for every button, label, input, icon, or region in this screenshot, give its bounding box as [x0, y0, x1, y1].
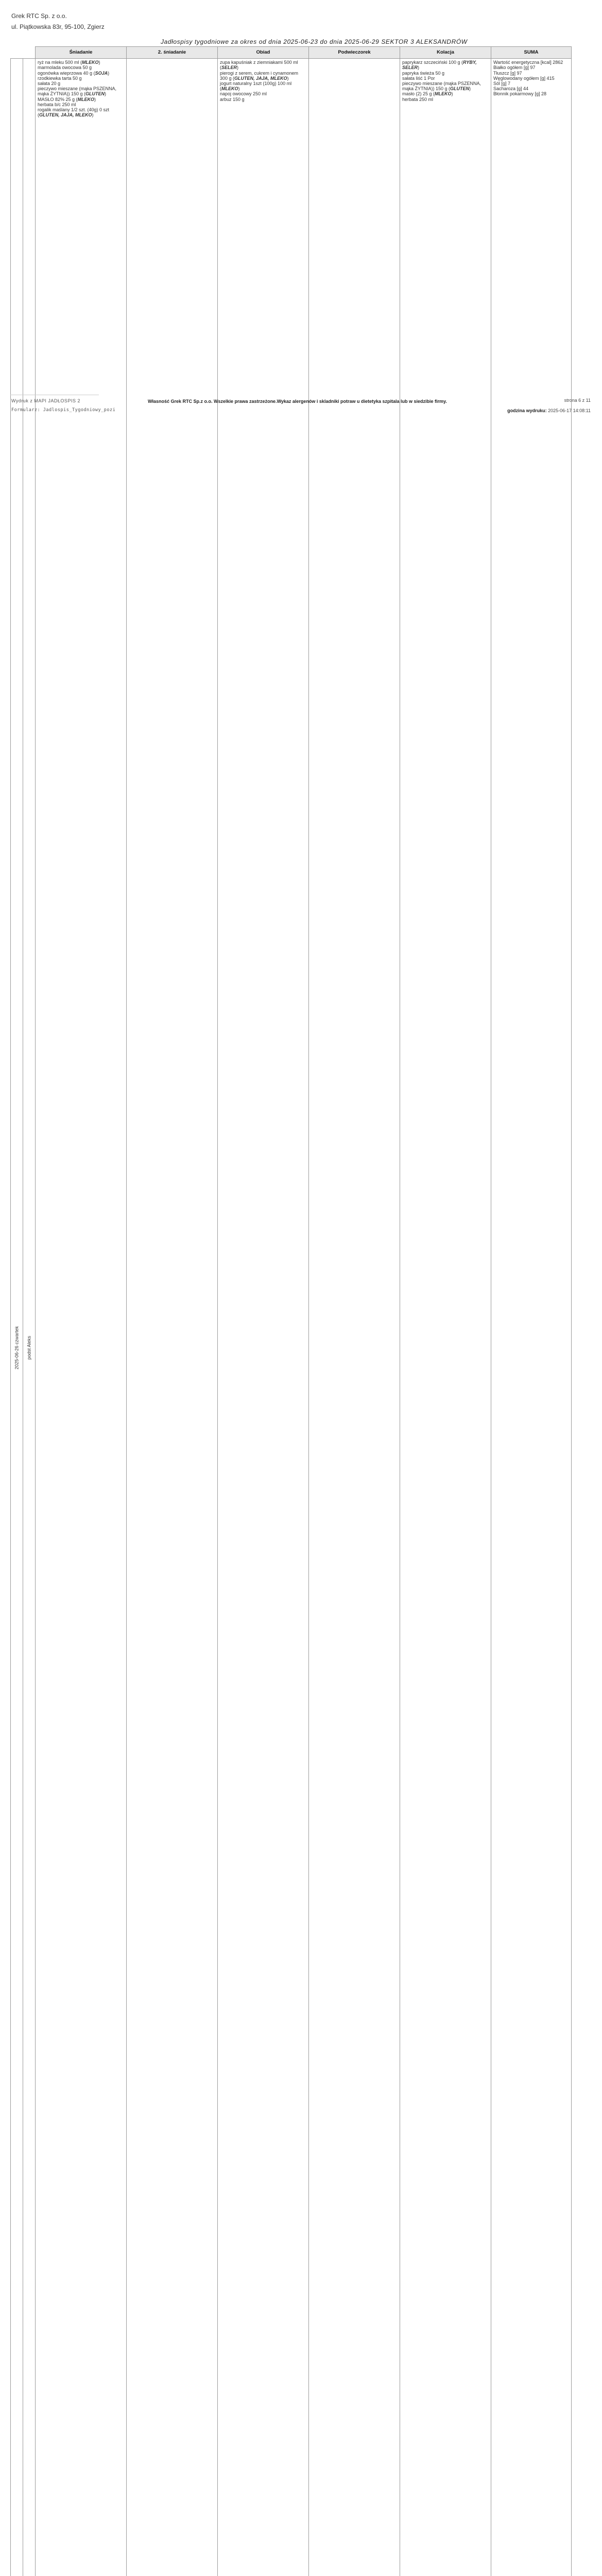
footer-form-name: Formularz: Jadlospis_Tygodniowy_pozi — [11, 408, 116, 413]
meal-line: papryka świeża 50 g — [402, 70, 445, 76]
meal-line: marmolada owocowa 50 g — [38, 65, 92, 71]
meal-line: pieczywo mieszane (mąka PSZENNA, — [38, 86, 117, 92]
meal-cell-2-sniadanie — [127, 59, 218, 2576]
column-header-sniadanie: Śniadanie — [36, 47, 127, 59]
column-header-2-sniadanie: 2. śniadanie — [127, 47, 218, 59]
meal-line: mąka ŻYTNIA)) 150 g (GLUTEN) — [402, 86, 471, 92]
meal-cell-kolacja — [400, 59, 491, 2576]
company-address: ul. Piątkowska 83r, 95-100, Zgierz — [11, 23, 105, 30]
meal-line: MASŁO 82% 25 g (MLEKO) — [38, 96, 96, 102]
column-header-row — [11, 47, 572, 59]
nutrition-line: Białko ogółem [g] 97 — [493, 65, 536, 71]
meal-line: arbuz 150 g — [220, 96, 245, 102]
meal-line: (SELER) — [220, 65, 239, 71]
nutrition-line: Sól [g] 7 — [493, 81, 511, 87]
meal-line: rzodkiewka tarta 50 g — [38, 75, 82, 81]
meal-line: zupa kapuśniak z ziemniakami 500 ml — [220, 60, 298, 65]
date-label: 2025-06-26 czwartek — [14, 1326, 20, 1370]
column-header-kolacja: Kolacja — [400, 47, 491, 59]
meal-cell-suma — [491, 59, 572, 2576]
meal-line: mąka ŻYTNIA)) 150 g (GLUTEN) — [38, 91, 107, 97]
meal-line: sałata liść 1 Por — [402, 75, 435, 81]
page-title: Jadłospisy tygodniowe za okres od dnia 2025-06-23 do dnia 2025-06-29 SEKTOR 3 ALEKSANDRÓW — [161, 38, 468, 45]
meal-line: ryż na mleku 500 ml (MLEKO) — [38, 60, 100, 65]
footer-printout-source: Wydruk z MAPI JADŁOSPIS 2 — [11, 398, 80, 403]
meal-line: paprykarz szczeciński 100 g (RYBY, — [402, 60, 477, 65]
nutrition-line: Węglowodany ogółem [g] 415 — [493, 75, 555, 81]
column-header-obiad: Obiad — [218, 47, 309, 59]
meal-line: masło (2) 25 g (MLEKO) — [402, 91, 453, 97]
footer-print-time-label: godzina wydruku: — [507, 408, 547, 413]
date-cell — [11, 59, 23, 2576]
nutrition-line: Tłuszcz [g] 97 — [493, 70, 522, 76]
meal-line: herbata 250 ml — [402, 96, 434, 102]
nutrition-line: Błonnik pokarmowy [g] 28 — [493, 91, 547, 97]
column-header-suma: SUMA — [491, 47, 572, 59]
meal-line: napoj owocowy 250 ml — [220, 91, 267, 97]
meal-line: (MLEKO) — [220, 86, 240, 92]
diet-name-cell — [23, 59, 36, 2576]
meal-line: ogonówka wieprzowa 40 g (SOJA) — [38, 70, 110, 76]
meal-line: sałata 20 g — [38, 81, 61, 87]
footer-page-number: strona 6 z 11 — [564, 398, 591, 403]
meal-line: pierogi z serem, cukrem i cynamonem — [220, 70, 299, 76]
diet-row — [11, 59, 572, 2576]
meal-line: SELER) — [402, 65, 420, 71]
nutrition-line: Sacharoza [g] 44 — [493, 86, 529, 92]
meal-line: pieczywo mieszane (mąka PSZENNA, — [402, 81, 481, 87]
meal-line: 300 g (GLUTEN, JAJA, MLEKO) — [220, 75, 289, 81]
footer-print-time-value: 2025-06-17 14:08:11 — [548, 408, 591, 413]
meal-cell-sniadanie — [36, 59, 127, 2576]
meal-line: herbata b/c 250 ml — [38, 101, 76, 107]
meal-line: jogurt naturalny 1szt (100g) 100 ml — [220, 81, 292, 87]
menu-table — [10, 46, 572, 2576]
meal-cell-obiad — [218, 59, 309, 2576]
column-header-podwieczorek: Podwieczorek — [309, 47, 400, 59]
footer-ownership-notice: Własność Grek RTC Sp.z o.o. Wszelkie prawa zastrzeżone.Wykaz alergenów i skladniki potraw u dietetyka szpitala lub w siedzibie firmy. — [148, 399, 447, 404]
company-name: Grek RTC Sp. z o.o. — [11, 12, 67, 20]
meal-cell-podwieczorek — [309, 59, 400, 2576]
nutrition-line: Wartość energetyczna [kcal] 2862 — [493, 60, 563, 65]
footer-print-time — [507, 408, 591, 413]
meal-line: (GLUTEN, JAJA, MLEKO) — [38, 112, 94, 118]
diet-name: podst Aleks — [26, 1336, 32, 1360]
meal-line: rogalik maślany 1/2 szt. (40g) 0 szt — [38, 107, 110, 113]
